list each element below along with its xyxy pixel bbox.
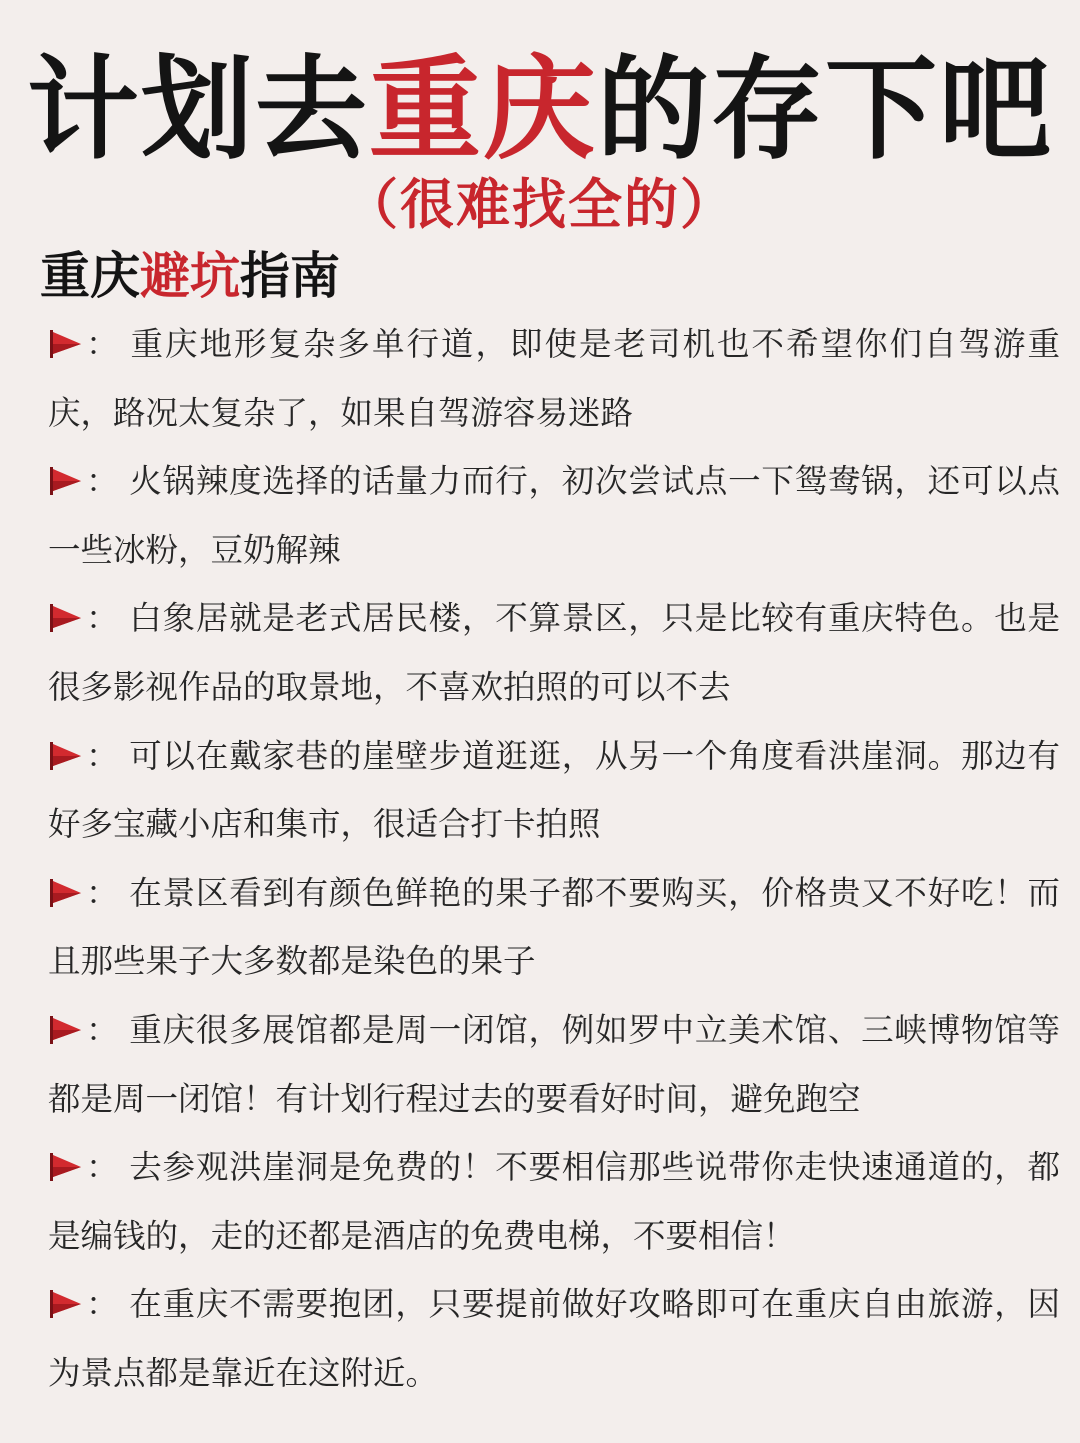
section-heading-part-2: 指南 (240, 246, 340, 305)
tip-separator: ： (86, 325, 119, 363)
tip-text: 白象居就是老式居民楼，不算景区，只是比较有重庆特色。也是很多影视作品的取景地，不喜欢拍照的可以不去 (48, 599, 1060, 706)
tip-item (48, 310, 1060, 447)
tip-separator: ： (86, 599, 119, 638)
page-title (0, 45, 1080, 175)
tip-text: 在景区看到有颜色鲜艳的果子都不要购买，价格贵又不好吃！而且那些果子大多数都是染色的果子 (48, 873, 1060, 981)
red-flag-icon (48, 464, 84, 498)
tip-text: 去参观洪崖洞是免费的！不要相信那些说带你走快速通道的，都是编钱的，走的还都是酒店的免费电梯，不要相信！ (48, 1148, 1060, 1255)
red-flag-icon (48, 1287, 84, 1321)
tip-separator: ： (86, 736, 119, 775)
tip-separator: ： (86, 1285, 119, 1324)
red-flag-icon (48, 327, 84, 361)
tip-separator: ： (86, 1148, 119, 1187)
tip-item (48, 722, 1060, 859)
section-heading (40, 244, 340, 308)
section-heading-part-1: 重庆 (40, 246, 140, 305)
tip-text: 重庆地形复杂多单行道，即使是老司机也不希望你们自驾游重庆，路况太复杂了，如果自驾游容易迷路 (48, 325, 1060, 432)
page-subtitle: （很难找全的） (344, 173, 736, 236)
tip-item (48, 1133, 1060, 1270)
section-heading-accent: 避坑 (140, 246, 240, 305)
title-part-1: 计划去 (27, 45, 369, 175)
red-flag-icon (48, 739, 84, 773)
tip-separator: ： (86, 1010, 119, 1049)
tip-item (48, 447, 1060, 584)
title-part-2: 的存下吧 (597, 45, 1053, 175)
red-flag-icon (48, 1150, 84, 1184)
tip-item (48, 584, 1060, 721)
red-flag-icon (48, 876, 84, 910)
tip-text: 重庆很多展馆都是周一闭馆，例如罗中立美术馆、三峡博物馆等都是周一闭馆！有计划行程过去的要看好时间，避免跑空 (48, 1010, 1060, 1118)
title-accent: 重庆 (369, 45, 597, 175)
tip-separator: ： (86, 873, 119, 912)
red-flag-icon (48, 601, 84, 635)
tip-item (48, 859, 1060, 996)
tip-item (48, 1270, 1060, 1407)
red-flag-icon (48, 1013, 84, 1047)
tips-list (48, 310, 1060, 1408)
tip-text: 可以在戴家巷的崖壁步道逛逛，从另一个角度看洪崖洞。那边有好多宝藏小店和集市，很适合打卡拍照 (48, 736, 1060, 844)
tip-separator: ： (86, 462, 119, 501)
tip-text: 在重庆不需要抱团，只要提前做好攻略即可在重庆自由旅游，因为景点都是靠近在这附近。 (48, 1285, 1060, 1392)
tip-text: 火锅辣度选择的话量力而行，初次尝试点一下鸳鸯锅，还可以点一些冰粉，豆奶解辣 (48, 462, 1060, 569)
tip-item (48, 996, 1060, 1133)
